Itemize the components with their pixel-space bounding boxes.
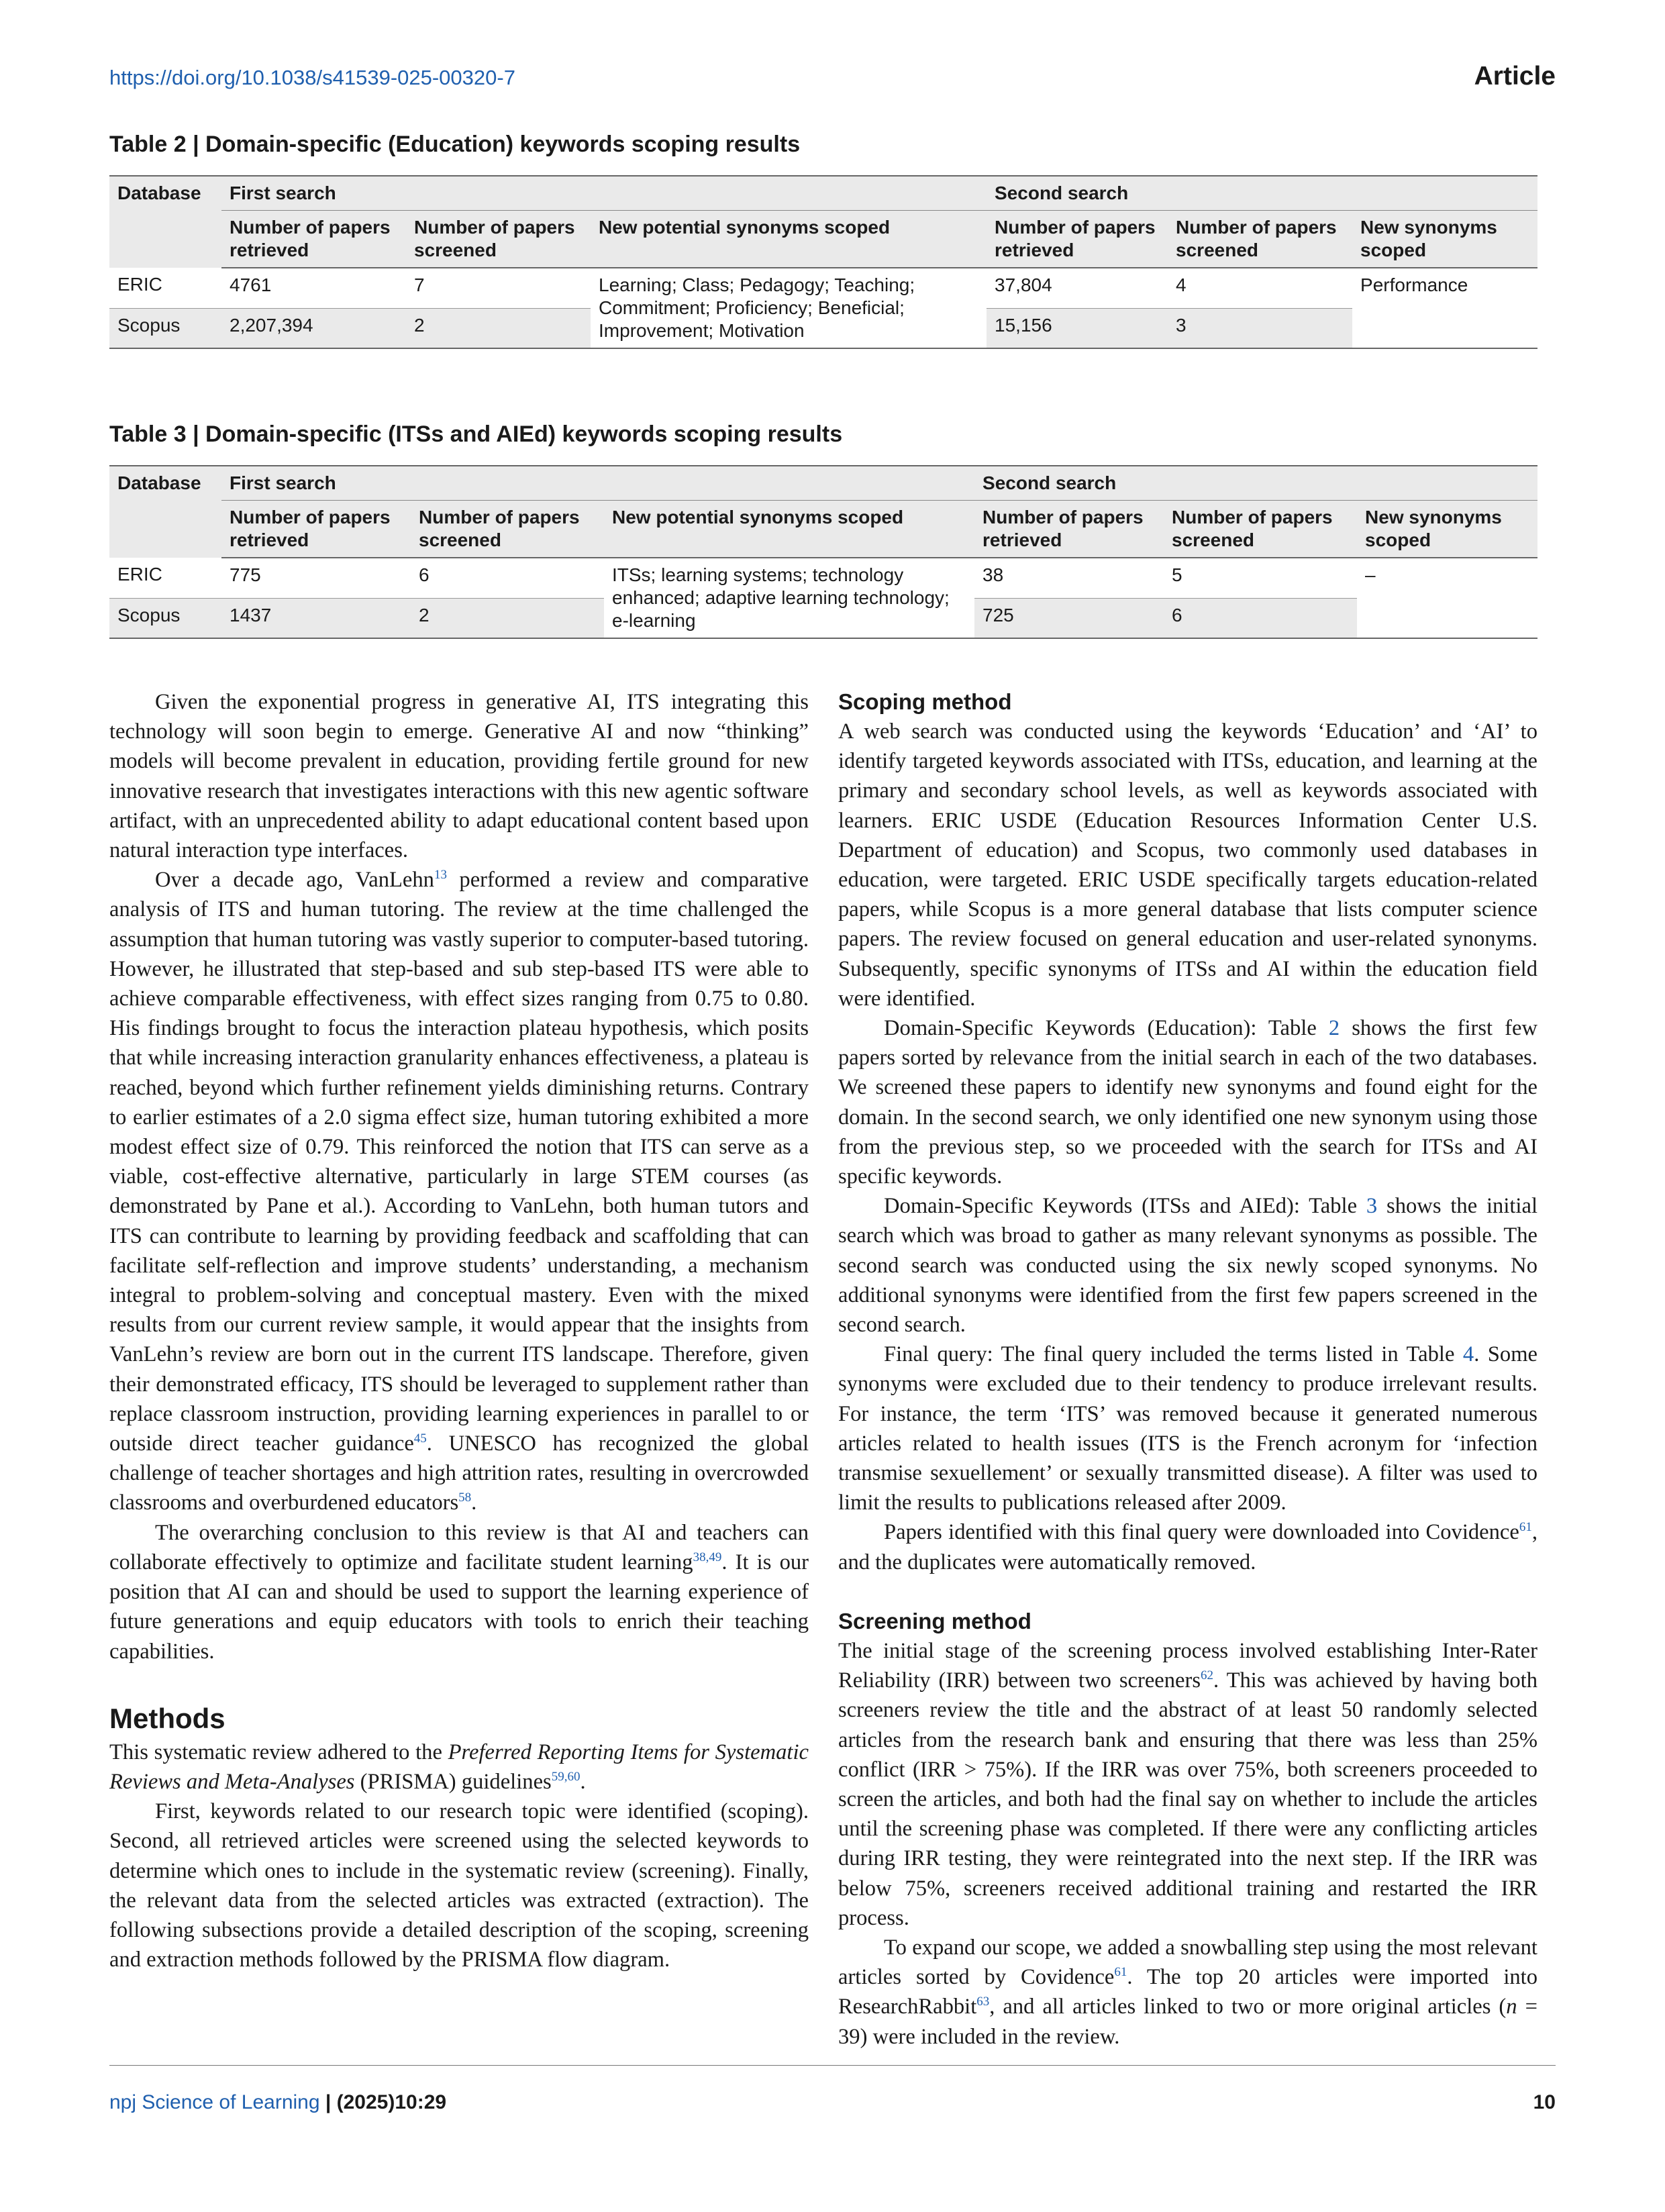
subsection-heading-screening: Screening method bbox=[838, 1608, 1031, 1633]
text-run: . The top 20 articles were imported into ResearchRabbit bbox=[838, 1965, 1538, 2019]
text-run: . UNESCO has recognized the global challenge of teacher shortages and high attrition rates, resulting in overcrowded classrooms and overburdened educators bbox=[109, 1431, 809, 1515]
table-cell: – bbox=[1357, 558, 1537, 638]
table-cell: 6 bbox=[1164, 598, 1357, 638]
footer-divider bbox=[109, 2065, 1556, 2066]
table-cell: ERIC bbox=[109, 558, 221, 598]
table-3-grid bbox=[109, 465, 1537, 639]
journal-name-link[interactable]: npj Science of Learning bbox=[109, 2091, 320, 2113]
table-3-header-screened-2: Number of papers screened bbox=[1164, 501, 1357, 558]
citation-link[interactable]: 63 bbox=[976, 1995, 990, 2009]
text-run: Final query: The final query included the terms listed in Table bbox=[884, 1342, 1463, 1367]
table-cell: 725 bbox=[974, 598, 1164, 638]
text-run: . This was achieved by having both screeners review the title and the abstract of at least 50 randomly selected articles from the research bank and ensuring that there was less than 25% conflict (IRR > 75%). If the IRR was over 75%, both screeners proceeded to screen the articles, and both had the final say on whether to include the articles until the screening phase was completed. If there were any conflicting articles during IRR testing, they were reintegrated into the next step. If the IRR was below 75%, screeners received additional training and restarted the IRR process. bbox=[838, 1668, 1537, 1930]
citation-link[interactable]: 45 bbox=[413, 1431, 427, 1446]
table-cell: 6 bbox=[411, 558, 604, 598]
subsection-heading-scoping: Scoping method bbox=[838, 689, 1012, 714]
text-run: The overarching conclusion to this review is that AI and teachers can collaborate effectively to optimize and facilitate student learning bbox=[109, 1520, 809, 1574]
table-2-header-potential: New potential synonyms scoped bbox=[591, 211, 987, 268]
table-cell: 38 bbox=[974, 558, 1164, 598]
table-2-header-first-search: First search bbox=[221, 176, 987, 211]
text-run: Papers identified with this final query were downloaded into Covidence bbox=[884, 1520, 1519, 1545]
table-2-header-screened-2: Number of papers screened bbox=[1168, 211, 1352, 268]
paragraph bbox=[109, 1518, 809, 1666]
text-run: = 39) were included in the review. bbox=[838, 1995, 1537, 2049]
table-cell: 3 bbox=[1168, 308, 1352, 348]
table-cell: Scopus bbox=[109, 308, 221, 348]
table-ref-link[interactable]: 4 bbox=[1462, 1342, 1474, 1367]
text-run: The initial stage of the screening process involved establishing Inter-Rater Reliability (IRR) between two screeners bbox=[838, 1638, 1537, 1693]
table-2-header-new: New synonyms scoped bbox=[1352, 211, 1537, 268]
paragraph bbox=[838, 1636, 1537, 1933]
text-run: . bbox=[580, 1769, 586, 1794]
table-row bbox=[109, 268, 1537, 308]
paragraph: A web search was conducted using the keywords ‘Education’ and ‘AI’ to identify targeted keywords associated with ITSs, education, and learning at the primary and secondary school levels, as well as keywords associated with learners. ERIC USDE (Education Resources Information Center U.S. Department of education) and Scopus, two commonly used databases in education, were targeted. ERIC USDE specifically targets education-related papers, while Scopus is a more general database that lists computer science papers. The review focused on general education and user-related synonyms. Subsequently, specific synonyms of ITSs and AI within the education field were identified. bbox=[838, 719, 1537, 1011]
text-run: . It is our position that AI can and should be used to support the learning experience of future generations and equip educators with tools to enrich their teaching capabilities. bbox=[109, 1550, 809, 1664]
table-cell: 1437 bbox=[221, 598, 411, 638]
text-run: Over a decade ago, VanLehn bbox=[155, 868, 434, 893]
citation-link[interactable]: 38,49 bbox=[693, 1550, 722, 1565]
paragraph: First, keywords related to our research topic were identified (scoping). Second, all retrieved articles were screened using the selected keywords to determine which ones to include in the systematic review (screening). Finally, the relevant data from the selected articles was extracted (extraction). The following subsections provide a detailed description of the scoping, screening and extraction methods followed by the PRISMA flow diagram. bbox=[109, 1799, 809, 1972]
table-row bbox=[109, 558, 1537, 598]
table-2-header-retrieved-2: Number of papers retrieved bbox=[987, 211, 1168, 268]
text-run: Domain-Specific Keywords (ITSs and AIEd): Table bbox=[884, 1194, 1366, 1219]
paragraph bbox=[109, 865, 809, 1517]
table-cell: 4 bbox=[1168, 268, 1352, 308]
citation-link[interactable]: 62 bbox=[1201, 1668, 1214, 1683]
table-3-header-potential: New potential synonyms scoped bbox=[604, 501, 974, 558]
table-ref-link[interactable]: 3 bbox=[1366, 1194, 1378, 1219]
table-3-caption: Table 3 | Domain-specific (ITSs and AIEd) keywords scoping results bbox=[109, 421, 843, 447]
journal-volume: | (2025)10:29 bbox=[325, 2091, 447, 2113]
page-header bbox=[109, 59, 1556, 99]
section-heading-methods: Methods bbox=[109, 1702, 225, 1734]
table-3-header-database: Database bbox=[109, 466, 221, 558]
paragraph bbox=[838, 1340, 1537, 1517]
paragraph bbox=[838, 1191, 1537, 1340]
table-ref-link[interactable]: 2 bbox=[1328, 1016, 1340, 1041]
text-run: performed a review and comparative analysis of ITS and human tutoring. The review at the time challenged the assumption that human tutoring was vastly superior to computer-based tutoring. However, he illustrated that step-based and sub step-based ITS were able to achieve comparable effectiveness, with effect sizes ranging from 0.75 to 0.80. His findings brought to focus the interaction plateau hypothesis, which posits that while increasing interaction granularity enhances effectiveness, a plateau is reached, beyond which further refinement yields diminishing returns. Contrary to earlier estimates of a 2.0 sigma effect size, human tutoring exhibited a more modest effect size of 0.79. This reinforced the notion that ITS can serve as a viable, cost-effective alternative, particularly in large STEM courses (as demonstrated by Pane et al.). According to VanLehn, both human tutors and ITS can contribute to learning by providing feedback and scaffolding that can facilitate self-reflection and improve students’ understanding, a mechanism integral to problem-solving and conceptual mastery. Even with the mixed results from our current review sample, it would appear that the insights from VanLehn’s review are born out in the current ITS landscape. Therefore, given their demonstrated efficacy, ITS should be leveraged to supplement rather than replace classroom instruction, providing learning experiences in parallel to or outside direct teacher guidance bbox=[109, 868, 809, 1456]
table-3 bbox=[109, 421, 1537, 639]
table-3-header-retrieved-2: Number of papers retrieved bbox=[974, 501, 1164, 558]
table-3-header-new: New synonyms scoped bbox=[1357, 501, 1537, 558]
table-2-header-second-search: Second search bbox=[987, 176, 1537, 211]
table-cell: ITSs; learning systems; technology enhanced; adaptive learning technology; e-learning bbox=[604, 558, 974, 638]
right-column bbox=[838, 687, 1537, 2052]
text-run: , and the duplicates were automatically removed. bbox=[838, 1520, 1537, 1574]
table-cell: 15,156 bbox=[987, 308, 1168, 348]
table-cell: Performance bbox=[1352, 268, 1537, 348]
text-run: This systematic review adhered to the bbox=[109, 1740, 448, 1764]
text-run: (PRISMA) guidelines bbox=[354, 1769, 552, 1794]
paragraph bbox=[838, 1013, 1537, 1191]
text-run: shows the first few papers sorted by relevance from the initial search in each of the two databases. We screened these papers to identify new synonyms and found eight for the domain. In the second search, we only identified one new synonym using those from the previous step, so we proceeded with the search for ITSs and AI specific keywords. bbox=[838, 1016, 1538, 1189]
paragraph bbox=[109, 1738, 809, 1797]
citation-link[interactable]: 61 bbox=[1114, 1965, 1127, 1980]
table-cell: 4761 bbox=[221, 268, 406, 308]
table-cell: Learning; Class; Pedagogy; Teaching; Commitment; Proficiency; Beneficial; Improvement; Motivation bbox=[591, 268, 987, 348]
text-run: . bbox=[471, 1491, 477, 1515]
text-run: shows the initial search which was broad to gather as many relevant synonyms as possible. The second search was conducted using the six newly scoped synonyms. No additional synonyms were identified from the first few papers screened in the second search. bbox=[838, 1194, 1537, 1338]
table-cell: Scopus bbox=[109, 598, 221, 638]
text-run: , and all articles linked to two or more original articles ( bbox=[989, 1995, 1507, 2019]
citation-link[interactable]: 61 bbox=[1519, 1520, 1532, 1535]
table-3-header-screened-1: Number of papers screened bbox=[411, 501, 604, 558]
table-cell: ERIC bbox=[109, 268, 221, 308]
table-3-header-second-search: Second search bbox=[974, 466, 1537, 501]
table-cell: 2,207,394 bbox=[221, 308, 406, 348]
table-2-header-screened-1: Number of papers screened bbox=[406, 211, 591, 268]
table-cell: 775 bbox=[221, 558, 411, 598]
table-2-caption: Table 2 | Domain-specific (Education) keywords scoping results bbox=[109, 132, 801, 157]
text-run-italic: Preferred Reporting Items for Systematic Reviews and Meta-Analyses bbox=[109, 1740, 809, 1794]
paragraph bbox=[838, 1517, 1537, 1576]
paragraph bbox=[838, 1933, 1537, 2052]
text-run: To expand our scope, we added a snowballing step using the most relevant articles sorted by Covidence bbox=[838, 1935, 1537, 1990]
text-run: Domain-Specific Keywords (Education): Table bbox=[884, 1016, 1329, 1041]
table-3-header-first-search: First search bbox=[221, 466, 974, 501]
table-cell: 2 bbox=[406, 308, 591, 348]
text-run: . Some synonyms were excluded due to their tendency to produce irrelevant results. For instance, the term ‘ITS’ was removed because it generated numerous articles related to health issues (ITS is the French acronym for ‘infection transmise sexuellement’ or sexually transmitted disease). A filter was used to limit the results to publications released after 2009. bbox=[838, 1342, 1538, 1515]
left-column bbox=[109, 687, 809, 1974]
table-cell: 37,804 bbox=[987, 268, 1168, 308]
table-cell: 2 bbox=[411, 598, 604, 638]
table-2-header-retrieved-1: Number of papers retrieved bbox=[221, 211, 406, 268]
table-cell: 5 bbox=[1164, 558, 1357, 598]
citation-link[interactable]: 59,60 bbox=[551, 1770, 581, 1784]
table-2-header-database: Database bbox=[109, 176, 221, 268]
table-3-header-retrieved-1: Number of papers retrieved bbox=[221, 501, 411, 558]
article-type-label: Article bbox=[1474, 62, 1556, 91]
doi-link[interactable]: https://doi.org/10.1038/s41539-025-00320-7 bbox=[109, 66, 515, 89]
table-2 bbox=[109, 132, 1537, 349]
table-cell: 7 bbox=[406, 268, 591, 308]
page-footer bbox=[109, 2091, 1556, 2114]
text-run-italic: n bbox=[1506, 1995, 1517, 2019]
page-number: 10 bbox=[1533, 2091, 1556, 2113]
table-2-grid bbox=[109, 175, 1537, 349]
citation-link[interactable]: 13 bbox=[434, 868, 447, 883]
citation-link[interactable]: 58 bbox=[458, 1491, 472, 1505]
paragraph: Given the exponential progress in generative AI, ITS integrating this technology will soon begin to emerge. Generative AI and now “thinking” models will become prevalent in education, providing fertile ground for new innovative research that investigates interactions with this new agentic software artifact, with an unprecedented ability to adapt educational content based upon natural interaction type interfaces. bbox=[109, 690, 809, 863]
